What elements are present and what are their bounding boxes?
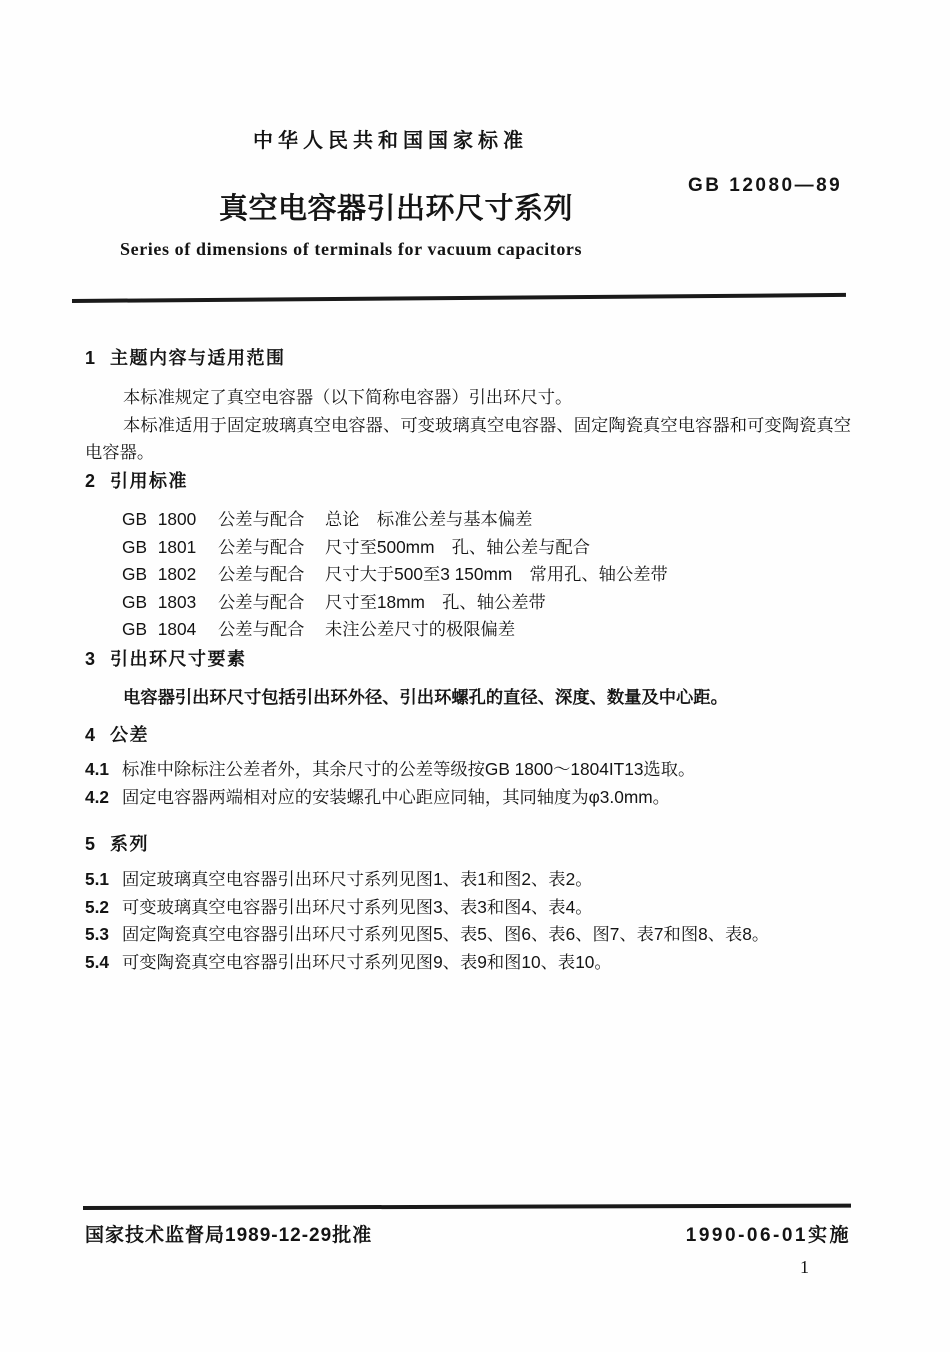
section-title: 主题内容与适用范围 — [110, 348, 286, 368]
section-number: 3 — [85, 649, 96, 669]
section-title: 公差 — [110, 725, 149, 745]
clause-number: 5.2 — [85, 896, 110, 917]
section-heading-2 — [85, 468, 851, 496]
reference-standards-list — [85, 506, 851, 644]
clause-text: 标准中除标注公差者外，其余尺寸的公差等级按GB 1800～1804IT13选取。 — [122, 759, 696, 779]
section-4-clauses — [85, 756, 851, 811]
reference-title: 尺寸至500mm 孔、轴公差与配合 — [325, 536, 590, 557]
section-number: 2 — [85, 470, 96, 491]
reference-title: 未注公差尺寸的极限偏差 — [325, 619, 516, 639]
clause-number: 5.1 — [85, 869, 110, 889]
reference-category: 公差与配合 — [218, 536, 305, 557]
clause-row — [85, 921, 851, 949]
clause-number: 4.2 — [85, 786, 110, 807]
paragraph: 本标准适用于固定玻璃真空电容器、可变玻璃真空电容器、固定陶瓷真空电容器和可变陶瓷真空电容器。 — [85, 414, 851, 462]
section-1-paragraphs — [85, 384, 851, 467]
section-5-clauses — [85, 866, 851, 976]
clause-row — [85, 784, 851, 812]
document-title-chinese: 真空电容器引出环尺寸系列 — [219, 193, 574, 225]
reference-title: 尺寸大于500至3 150mm 常用孔、轴公差带 — [325, 564, 668, 584]
document-body — [85, 338, 851, 976]
section-number: 4 — [85, 725, 96, 745]
clause-text: 可变玻璃真空电容器引出环尺寸系列见图3、表3和图4、表4。 — [122, 896, 593, 917]
clause-row — [85, 756, 851, 784]
section-number: 1 — [85, 348, 96, 368]
clause-text: 固定陶瓷真空电容器引出环尺寸系列见图5、表5、图6、表6、图7、表7和图8、表8。 — [122, 924, 770, 944]
reference-title: 尺寸至18mm 孔、轴公差带 — [325, 591, 546, 612]
section-heading-5 — [85, 831, 851, 859]
national-standard-label: 中华人民共和国国家标准 — [253, 130, 528, 152]
clause-number: 5.3 — [85, 924, 110, 944]
reference-code: GB 1800 — [122, 509, 197, 529]
paragraph: 电容器引出环尺寸包括引出环外径、引出环螺孔的直径、深度、数量及中心距。 — [123, 687, 728, 707]
reference-row — [85, 534, 851, 562]
clause-row — [85, 949, 851, 977]
page-number: 1 — [800, 1257, 809, 1277]
clause-number: 4.1 — [85, 759, 110, 779]
document-title-english: Series of dimensions of terminals for vacuum capacitors — [120, 239, 583, 259]
section-title: 系列 — [110, 834, 149, 854]
reference-code: GB 1803 — [122, 591, 197, 612]
reference-row — [85, 616, 851, 644]
implementation-date: 1990-06-01实施 — [685, 1225, 851, 1246]
reference-code: GB 1804 — [122, 619, 197, 639]
clause-text: 固定玻璃真空电容器引出环尺寸系列见图1、表1和图2、表2。 — [122, 869, 593, 889]
reference-category: 公差与配合 — [218, 564, 305, 584]
section-title: 引用标准 — [110, 470, 188, 491]
reference-row — [85, 589, 851, 617]
clause-row — [85, 894, 851, 922]
reference-category: 公差与配合 — [218, 591, 305, 612]
reference-title: 总论 标准公差与基本偏差 — [325, 509, 533, 529]
section-number: 5 — [85, 834, 96, 854]
reference-code: GB 1802 — [122, 564, 197, 584]
header-divider-rule — [72, 293, 846, 303]
section-heading-1 — [85, 345, 851, 373]
section-heading-3 — [85, 646, 851, 674]
reference-category: 公差与配合 — [218, 619, 305, 639]
clause-row — [85, 866, 851, 894]
reference-row — [85, 561, 851, 589]
footer — [85, 1220, 851, 1247]
clause-text: 固定电容器两端相对应的安装螺孔中心距应同轴，其同轴度为φ3.0mm。 — [122, 786, 670, 807]
paragraph: 本标准规定了真空电容器（以下简称电容器）引出环尺寸。 — [123, 387, 573, 407]
reference-code: GB 1801 — [122, 536, 197, 557]
approval-notice: 国家技术监督局1989-12-29批准 — [85, 1225, 373, 1246]
clause-text: 可变陶瓷真空电容器引出环尺寸系列见图9、表9和图10、表10。 — [122, 951, 612, 972]
section-title: 引出环尺寸要素 — [110, 649, 247, 669]
footer-divider-rule — [83, 1204, 851, 1210]
standard-code: GB 12080—89 — [688, 175, 843, 196]
section-heading-4 — [85, 722, 851, 750]
reference-category: 公差与配合 — [218, 509, 305, 529]
clause-number: 5.4 — [85, 951, 110, 972]
reference-row — [85, 506, 851, 534]
